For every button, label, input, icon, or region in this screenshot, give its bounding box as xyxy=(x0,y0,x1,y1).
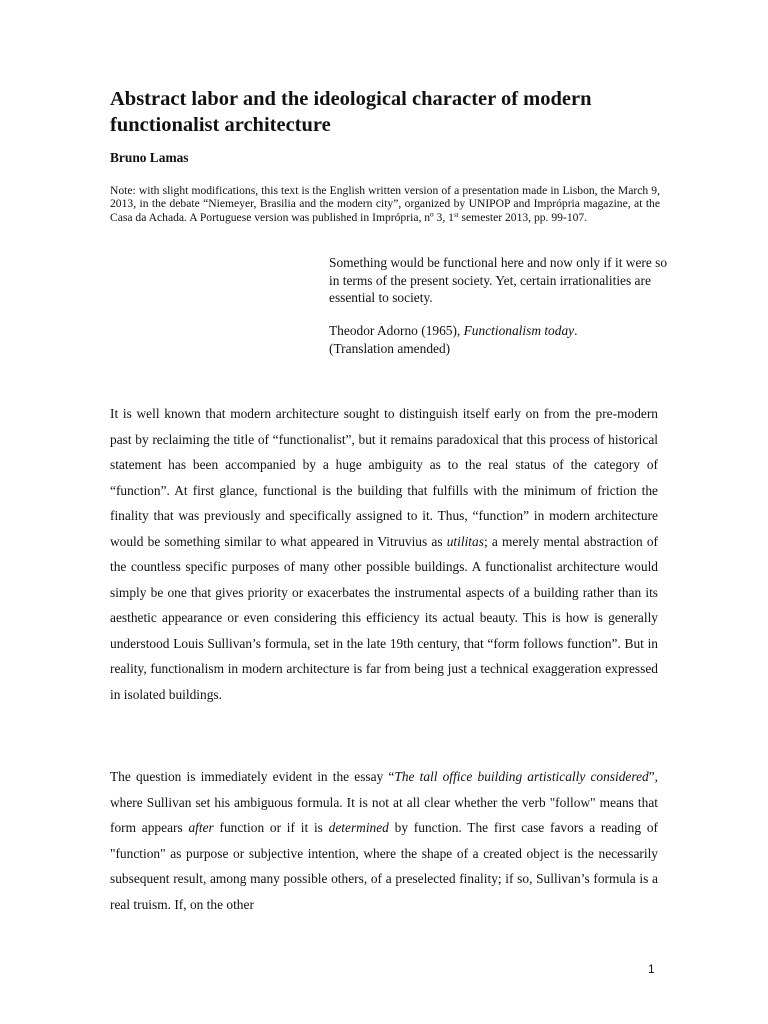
epigraph-work-title: Functionalism today xyxy=(463,323,575,338)
author-name: Bruno Lamas xyxy=(110,150,189,165)
epigraph-period: . xyxy=(574,323,578,338)
paragraph-text: It is well known that modern architecture sought to distinguish itself early on from the pre-modern past by reclaiming the title of “functionalist”, but it remains paradoxical that this process of historical statement has been accompanied by a huge ambiguity as to the real status of the category of “function”. At first glance, functional is the building that fulfills with the minimum of friction the finality that was previously and specifically assigned to it. Thus, “function” in modern architecture would be something similar to what appeared in Vitruvius as xyxy=(110,406,658,549)
note-superscript: st xyxy=(453,210,459,219)
paragraph-italic-term: after xyxy=(188,820,214,835)
paragraph-text: by function. The first case favors a reading of "function" as purpose or subjective intention, where the shape of a created object is the necessarily subsequent result, among many possible others, of a preselected finality; if so, Sullivan’s formula is a real truism. If, on the other xyxy=(110,820,658,912)
paragraph-italic-term: determined xyxy=(328,820,389,835)
publication-note xyxy=(110,184,660,224)
paragraph-text: ; a merely mental abstraction of the countless specific purposes of many other possible buildings. A functionalist architecture would simply be one that gives priority or exacerbates the instrumental aspects of a building rather than its aesthetic appearance or even considering this efficiency its actual beauty. This is how is generally understood Louis Sullivan’s formula, set in the late 19th century, that “form follows function”. But in reality, functionalism in modern architecture is far from being just a technical exaggeration expressed in isolated buildings. xyxy=(110,533,659,702)
paragraph-text: The question is immediately evident in the essay “ xyxy=(110,769,395,784)
page-number: 1 xyxy=(648,962,655,976)
epigraph-source xyxy=(329,322,669,357)
epigraph-quote: Something would be functional here and now only if it were so in terms of the present society. Yet, certain irrationalities are essential to society. xyxy=(329,255,668,305)
paragraph-italic-title: The tall office building artistically considered xyxy=(394,769,649,784)
epigraph-translation-note: (Translation amended) xyxy=(329,340,451,356)
body-paragraph-1 xyxy=(110,401,658,707)
paragraph-text: function or if it is xyxy=(213,820,329,835)
document-title: Abstract labor and the ideological character of modern functionalist architecture xyxy=(110,88,592,136)
paragraph-text: ”, where Sullivan set his ambiguous formula. It is not at all clear whether the verb "follow" means that form appears xyxy=(110,769,659,835)
body-paragraph-2 xyxy=(110,764,658,917)
note-text: Note: with slight modifications, this text is the English written version of a presentation made in Lisbon, the March 9, 2013, in the debate “Niemeyer, Brasilia and the modern city”, organized by UNIPOP and Imprópria magazine, at the Casa da Achada. A Portuguese version was published in Imprópria, nº 3, 1 xyxy=(110,184,660,224)
epigraph-author: Theodor Adorno (1965), xyxy=(329,323,464,338)
paragraph-italic-term: utilitas xyxy=(446,533,484,549)
note-text-end: semester 2013, pp. 99-107. xyxy=(458,210,588,224)
